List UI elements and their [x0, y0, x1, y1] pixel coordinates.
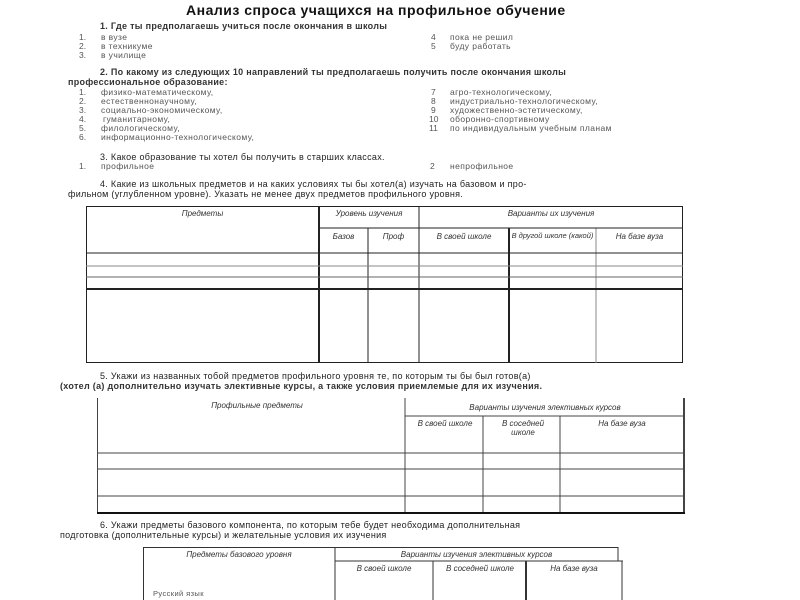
question-2-line-2: профессиональное образование: [68, 77, 228, 87]
question-6-line-2: подготовка (дополнительные курсы) и желательные условия их изучения [60, 530, 387, 540]
base-subjects-table [143, 547, 623, 600]
option-text: физико-математическому, [101, 87, 214, 97]
option-number: 3. [79, 50, 87, 60]
subheader-university: На базе вуза [615, 232, 664, 241]
column-header-variants: Варианты изучения элективных курсов [469, 403, 621, 412]
question-5-line-2: (хотел (а) дополнительно изучать элективные курсы, а также условия приемлемые для их изучения. [60, 381, 543, 391]
option-text: профильное [101, 161, 155, 171]
subheader-neighbor-school: В соседней школе [446, 564, 514, 573]
option-text: индустриально-технологическому, [450, 96, 599, 106]
option-number: 1. [79, 87, 87, 97]
column-header-subjects: Предметы [181, 209, 224, 218]
column-header-level: Уровень изучения [335, 209, 403, 218]
option-number: 2. [79, 41, 87, 51]
option-text: социально-экономическому, [101, 105, 223, 115]
question-4-line-1: 4. Какие из школьных предметов и на каких условиях ты бы хотел(а) изучать на базовом и про- [100, 179, 527, 189]
option-text: буду работать [450, 41, 511, 51]
subjects-level-table [86, 206, 683, 363]
option-text: в вузе [101, 32, 128, 42]
subheader-university: На базе вуза [598, 419, 646, 428]
option-number: 2 [430, 161, 435, 171]
subheader-own-school: В своей школе [436, 232, 492, 241]
option-number: 10 [429, 114, 439, 124]
page-title: Анализ спроса учащихся на профильное обучение [186, 2, 566, 18]
option-number: 3. [79, 105, 87, 115]
option-text: в техникуме [101, 41, 153, 51]
option-number: 7 [431, 87, 436, 97]
option-number: 5. [79, 123, 87, 133]
table-grid [97, 398, 685, 514]
subheader-base: Базов [332, 232, 355, 241]
question-3: 3. Какое образование ты хотел бы получить в старших классах. [100, 152, 385, 162]
option-text: гуманитарному, [103, 114, 171, 124]
subheader-own-school: В своей школе [356, 564, 412, 573]
table-grid [86, 206, 683, 363]
option-number: 6. [79, 132, 87, 142]
option-number: 11 [429, 123, 438, 133]
subheader-own-school: В своей школе [417, 419, 473, 428]
option-number: 4 [431, 32, 436, 42]
option-text: пока не решил [450, 32, 514, 42]
option-text: естественнонаучному, [101, 96, 198, 106]
option-text: информационно-технологическому, [101, 132, 255, 142]
option-text: непрофильное [450, 161, 514, 171]
option-text: художественно-эстетическому, [450, 105, 583, 115]
elective-courses-table [97, 398, 685, 514]
subheader-other-school: В другой школе (какой) [511, 231, 594, 240]
subheader-prof: Проф [382, 232, 405, 241]
option-text: оборонно-спортивному [450, 114, 550, 124]
column-header-variants: Варианты их изучения [507, 209, 595, 218]
column-header-base-subjects: Предметы базового уровня [186, 550, 292, 559]
row-subject-russian: Русский язык [153, 589, 204, 598]
question-1: 1. Где ты предполагаешь учиться после окончания в школы [100, 21, 388, 31]
column-header-profile-subjects: Профильные предметы [211, 401, 303, 410]
option-number: 2. [79, 96, 87, 106]
question-6-line-1: 6. Укажи предметы базового компонента, по которым тебе будет необходима дополнительная [100, 520, 521, 530]
option-text: филологическому, [101, 123, 181, 133]
question-2-line-1: 2. По какому из следующих 10 направлений ты предполагаешь получить после окончания школы [100, 67, 567, 77]
option-text: агро-технологическому, [450, 87, 553, 97]
question-4-line-2: фильном (углубленном уровне). Указать не менее двух предметов профильного уровня. [68, 189, 464, 199]
option-number: 9 [431, 105, 436, 115]
subheader-neighbor-school: В соседней школе [501, 419, 545, 437]
option-number: 1. [79, 161, 87, 171]
question-5-line-1: 5. Укажи из названных тобой предметов профильного уровня те, по которым ты бы был готов(а) [100, 371, 531, 381]
option-number: 1. [79, 32, 87, 42]
option-number: 5 [431, 41, 436, 51]
subheader-university: На базе вуза [550, 564, 598, 573]
option-text: по индивидуальным учебным планам [450, 123, 612, 133]
option-text: в училище [101, 50, 147, 60]
option-number: 8 [431, 96, 436, 106]
option-number: 4. [79, 114, 87, 124]
column-header-variants: Варианты изучения элективных курсов [400, 550, 553, 559]
